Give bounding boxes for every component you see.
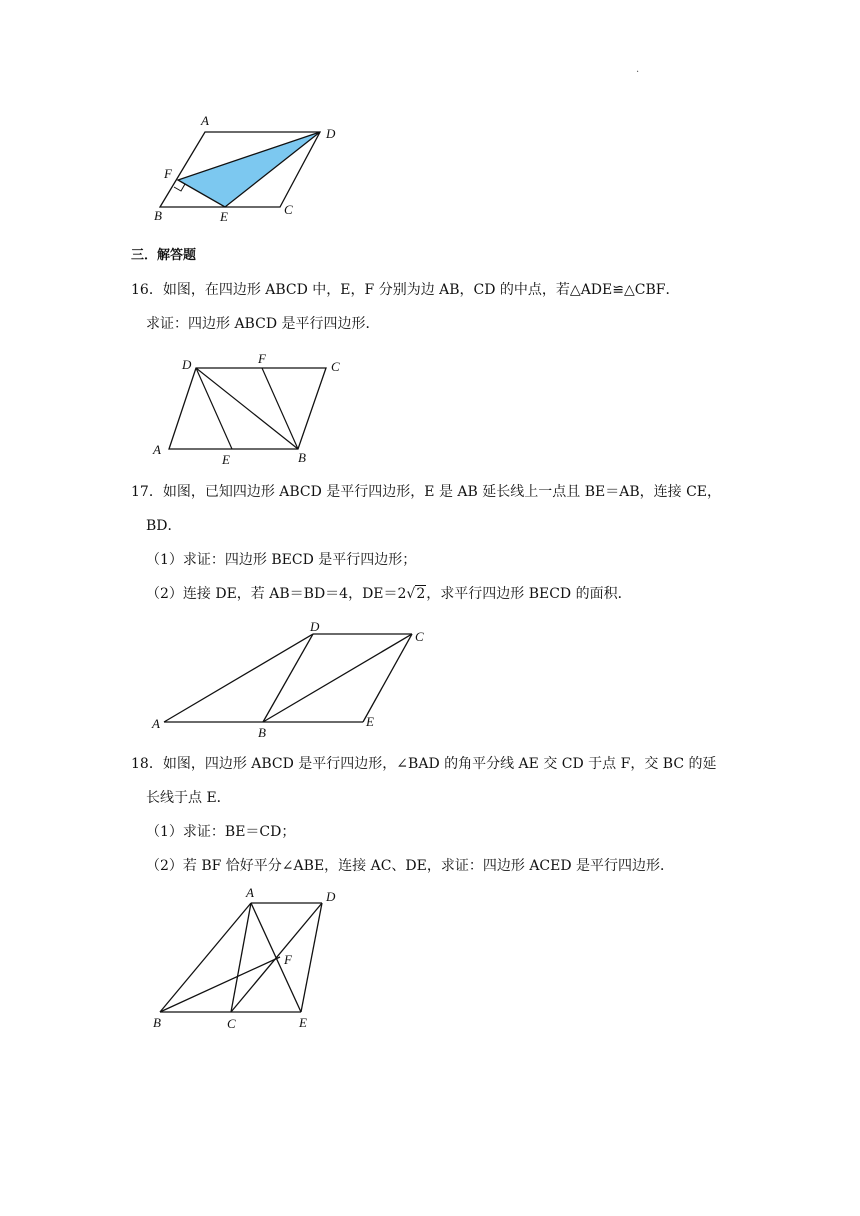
q16-label-a: A <box>153 442 161 457</box>
q16-label-b: B <box>298 450 306 465</box>
sqrt-sign: √ <box>406 586 416 602</box>
shaded-triangle-fde <box>178 132 320 207</box>
figure-q17-svg <box>150 618 440 743</box>
q18-label-a: A <box>246 885 254 900</box>
q18-label-b: B <box>153 1015 161 1030</box>
q18-part2: （2）若 BF 恰好平分∠ABE，连接 AC、DE，求证：四边形 ACED 是平行四边形． <box>146 858 675 874</box>
q18-label-e: E <box>299 1015 307 1030</box>
q18-label-d: D <box>326 889 336 904</box>
figure-q16-svg <box>150 350 360 465</box>
q18-segment-ac <box>231 903 251 1012</box>
q17-segment-ad <box>164 634 313 722</box>
label-e: E <box>220 209 228 224</box>
q17-label-a: A <box>152 716 160 731</box>
q16-label-c: C <box>331 359 340 374</box>
q17-line2: BD． <box>146 518 182 534</box>
q17-label-b: B <box>258 725 266 740</box>
label-d: D <box>326 126 336 141</box>
figure-shaded-triangle-svg <box>150 110 350 230</box>
q18-label-f: F <box>284 952 292 967</box>
q18-segment-bf <box>160 957 280 1012</box>
label-b: B <box>154 208 162 223</box>
q17-segment-bd <box>263 634 313 722</box>
figure-q17 <box>150 618 440 743</box>
q18-segment-dc <box>231 903 322 1012</box>
q17-part2-after: ，求平行四边形 BECD 的面积． <box>426 586 632 602</box>
q17-part1: （1）求证：四边形 BECD 是平行四边形； <box>146 552 417 568</box>
q18-segment-ab <box>160 903 251 1012</box>
right-angle-mark <box>174 184 185 191</box>
q16-segment-de <box>196 368 232 449</box>
q17-label-d: D <box>310 619 320 634</box>
q17-radicand: 2 <box>416 586 426 602</box>
figure-q18-svg <box>150 884 350 1034</box>
q17-line1: 17．如图，已知四边形 ABCD 是平行四边形，E 是 AB 延长线上一点且 BE＝AB，连接 CE， <box>131 484 722 500</box>
q18-line1: 18．如图，四边形 ABCD 是平行四边形，∠BAD 的角平分线 AE 交 CD 于点 F，交 BC 的延 <box>131 756 717 772</box>
q18-segment-de <box>301 903 322 1012</box>
label-c: C <box>284 202 293 217</box>
q16-label-e: E <box>222 452 230 467</box>
section-heading: 三．解答题 <box>131 248 197 263</box>
q18-line2: 长线于点 E． <box>146 790 231 806</box>
page-mark: . <box>636 64 640 75</box>
figure-shaded-triangle <box>150 110 350 230</box>
q18-label-c: C <box>227 1016 236 1031</box>
q17-label-c: C <box>415 629 424 644</box>
q16-line1: 16．如图，在四边形 ABCD 中，E，F 分别为边 AB，CD 的中点，若△ADE≌△CBF． <box>131 282 680 298</box>
q17-part2-before: （2）连接 DE，若 AB＝BD＝4，DE＝2 <box>146 586 407 602</box>
figure-q16 <box>150 350 360 465</box>
q18-part1: （1）求证：BE＝CD； <box>146 824 296 840</box>
figure-q18 <box>150 884 350 1034</box>
q16-label-d: D <box>182 357 192 372</box>
q16-segment-db <box>196 368 298 449</box>
label-a: A <box>201 113 209 128</box>
q16-label-f: F <box>258 351 266 366</box>
label-f: F <box>164 166 172 181</box>
q17-label-e: E <box>366 714 374 729</box>
q17-segment-bc <box>263 634 412 722</box>
q16-segment-fb <box>262 368 298 449</box>
q17-part2 <box>146 584 632 604</box>
q17-segment-ec <box>363 634 412 722</box>
q16-line2: 求证：四边形 ABCD 是平行四边形． <box>146 316 380 332</box>
